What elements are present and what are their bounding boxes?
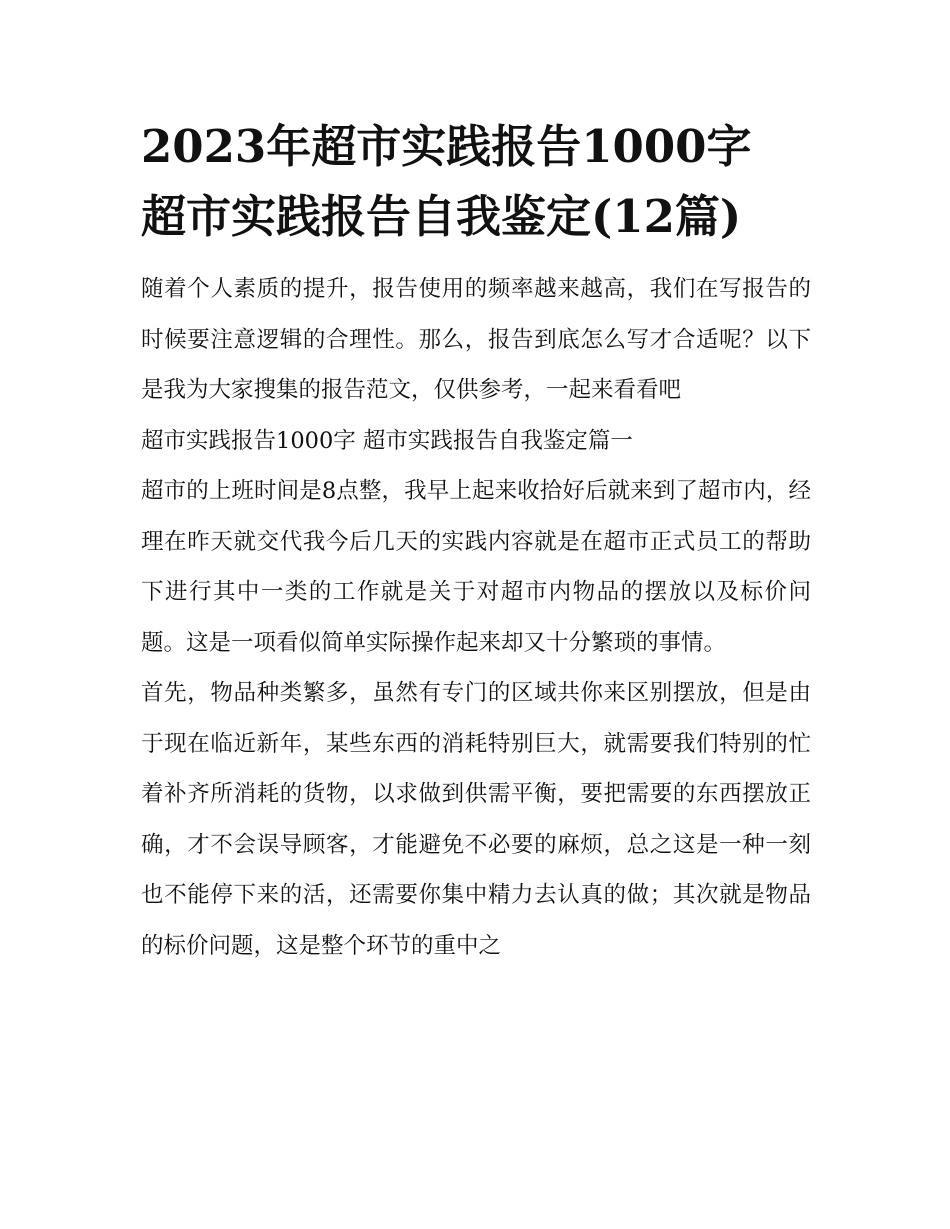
body-paragraph-2: 首先，物品种类繁多，虽然有专门的区域共你来区别摆放，但是由于现在临近新年，某些东西的消耗特别巨大，就需要我们特别的忙着补齐所消耗的货物，以求做到供需平衡，要把需要的东西摆放正确，才不会误导顾客，才能避免不必要的麻烦，总之这是一种一刻也不能停下来的活，还需要你集中精力去认真的做；其次就是物品的标价问题，这是整个环节的重中之 [141, 680, 811, 959]
document-page [141, 112, 811, 971]
intro-paragraph: 随着个人素质的提升，报告使用的频率越来越高，我们在写报告的时候要注意逻辑的合理性。那么，报告到底怎么写才合适呢？以下是我为大家搜集的报告范文，仅供参考，一起来看看吧 [141, 276, 811, 403]
section-heading: 超市实践报告1000字 超市实践报告自我鉴定篇一 [141, 427, 633, 454]
title-line-2: 超市实践报告自我鉴定(12篇) [141, 190, 742, 243]
body-paragraph-1: 超市的上班时间是8点整，我早上起来收拾好后就来到了超市内，经理在昨天就交代我今后几天的实践内容就是在超市正式员工的帮助下进行其中一类的工作就是关于对超市内物品的摆放以及标价问题。这是一项看似简单实际操作起来却又十分繁琐的事情。 [141, 478, 811, 656]
title-line-1: 2023年超市实践报告1000字 [141, 120, 752, 173]
document-body [141, 264, 811, 971]
document-title [141, 112, 811, 252]
